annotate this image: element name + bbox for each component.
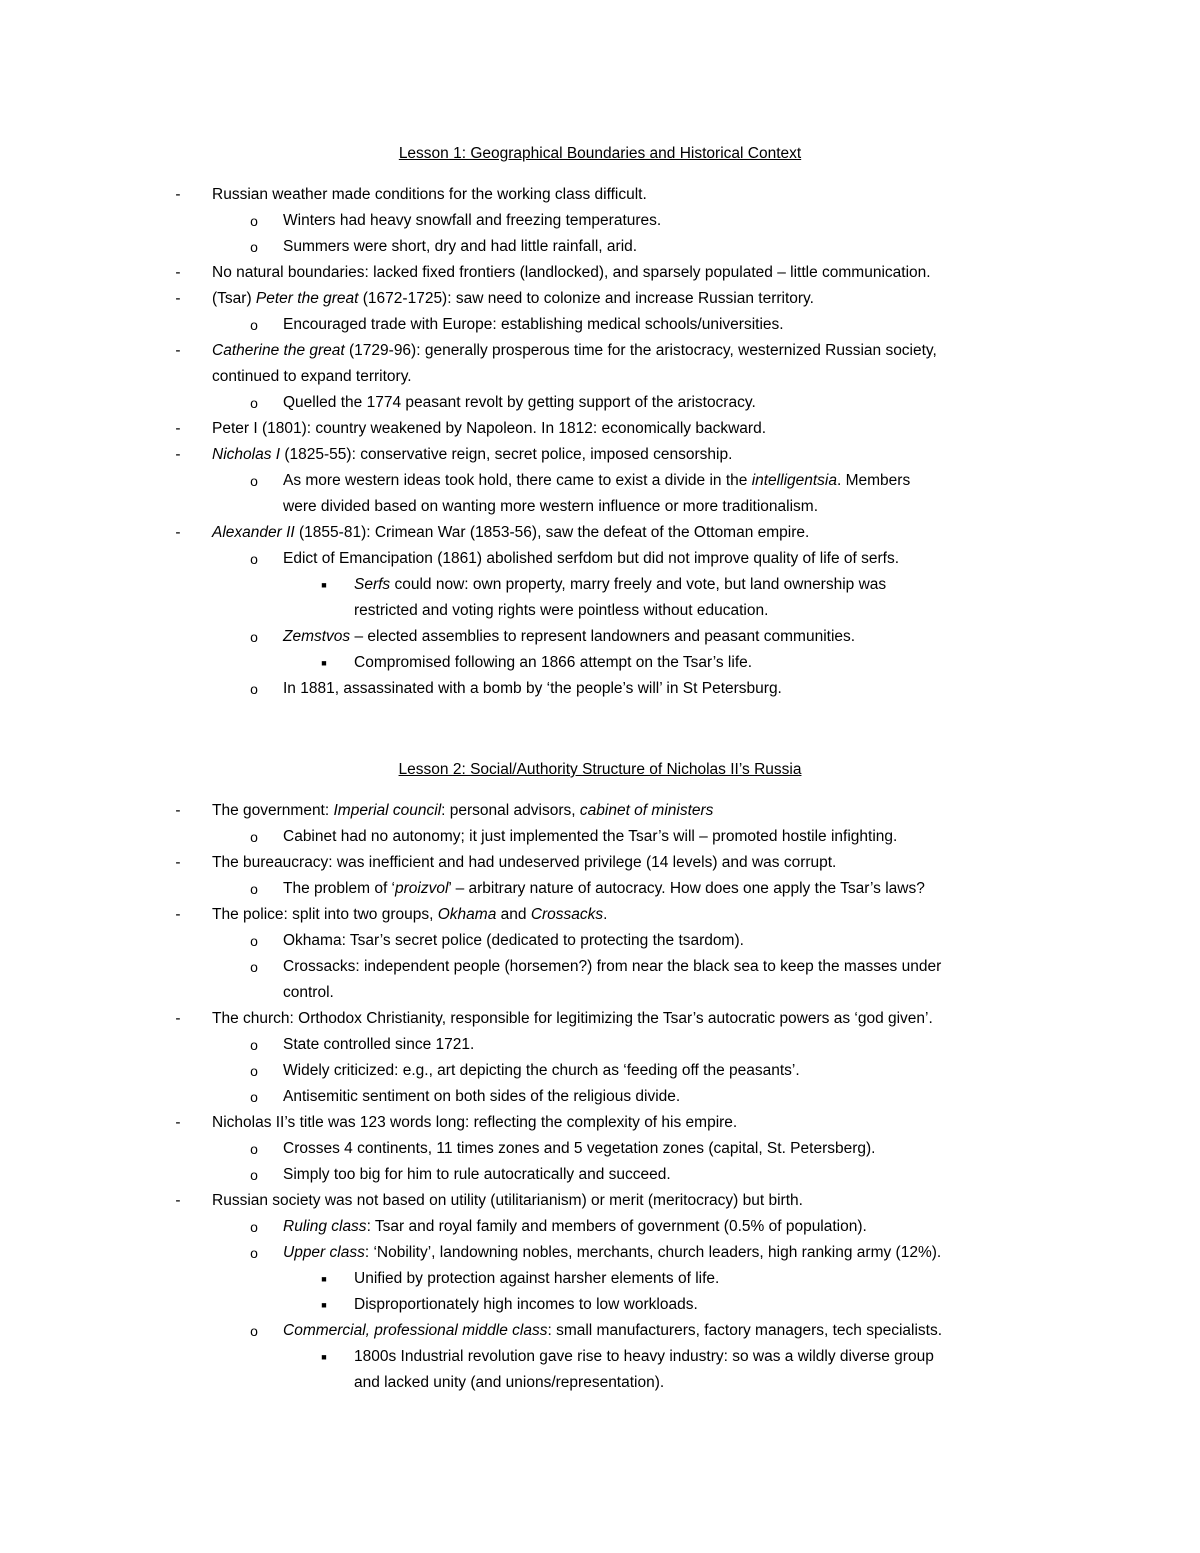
list-item-continuation: and lacked unity (and unions/representation). [354, 1374, 665, 1391]
text-run: : ‘Nobility’, landowning nobles, merchants, church leaders, high ranking army (12%). [364, 1244, 942, 1261]
list-item: Summers were short, dry and had little rainfall, arid. [283, 238, 638, 255]
list-item [212, 286, 814, 312]
circle-bullet: o [250, 933, 258, 949]
italic-term: Imperial council [333, 802, 442, 819]
text-run: : small manufacturers, factory managers, tech specialists. [547, 1322, 943, 1339]
list-item-continuation: restricted and voting rights were pointless without education. [354, 602, 769, 619]
list-item: Cabinet had no autonomy; it just implemented the Tsar’s will – promoted hostile infighting. [283, 828, 898, 845]
list-item [212, 798, 713, 824]
dash-bullet: - [175, 1114, 181, 1131]
list-item [212, 902, 607, 928]
list-item: Disproportionately high incomes to low workloads. [354, 1296, 698, 1313]
italic-term: Catherine the great [212, 342, 345, 359]
italic-term: Ruling class [283, 1218, 367, 1235]
circle-bullet: o [250, 1037, 258, 1053]
list-item [212, 338, 937, 364]
list-item: Widely criticized: e.g., art depicting the church as ‘feeding off the peasants’. [283, 1062, 800, 1079]
text-run: : Tsar and royal family and members of government (0.5% of population). [366, 1218, 867, 1235]
italic-term: cabinet of ministers [579, 802, 714, 819]
text-run: . Members [837, 472, 911, 489]
italic-term: Peter the great [255, 290, 359, 307]
list-item [283, 1318, 942, 1344]
circle-bullet: o [250, 881, 258, 897]
text-run: (1672-1725): saw need to colonize and increase Russian territory. [358, 290, 814, 307]
list-item: Antisemitic sentiment on both sides of the religious divide. [283, 1088, 681, 1105]
dash-bullet: - [175, 906, 181, 923]
list-item [283, 876, 925, 902]
list-item: Compromised following an 1866 attempt on the Tsar’s life. [354, 654, 753, 671]
circle-bullet: o [250, 551, 258, 567]
italic-term: Nicholas I [212, 446, 281, 463]
circle-bullet: o [250, 1219, 258, 1235]
list-item: State controlled since 1721. [283, 1036, 475, 1053]
italic-term: intelligentsia [751, 472, 837, 489]
text-run: The police: split into two groups, [212, 906, 438, 923]
list-item: In 1881, assassinated with a bomb by ‘the people’s will’ in St Petersburg. [283, 680, 782, 697]
circle-bullet: o [250, 1323, 258, 1339]
italic-term: proizvol [395, 880, 449, 897]
text-run: – elected assemblies to represent landowners and peasant communities. [350, 628, 856, 645]
list-item: Russian weather made conditions for the working class difficult. [212, 186, 647, 203]
circle-bullet: o [250, 1245, 258, 1261]
list-item-continuation: were divided based on wanting more western influence or more traditionalism. [283, 498, 819, 515]
text-run: (1825-55): conservative reign, secret police, imposed censorship. [280, 446, 733, 463]
list-item-continuation: continued to expand territory. [212, 368, 412, 385]
italic-term: Alexander II [212, 524, 295, 541]
text-run: (Tsar) [212, 290, 256, 307]
list-item: Simply too big for him to rule autocratically and succeed. [283, 1166, 671, 1183]
dash-bullet: - [175, 420, 181, 437]
square-bullet: ■ [321, 580, 327, 590]
circle-bullet: o [250, 239, 258, 255]
dash-bullet: - [175, 186, 181, 203]
italic-term: Crossacks [530, 906, 604, 923]
list-item: Peter I (1801): country weakened by Napoleon. In 1812: economically backward. [212, 420, 767, 437]
lesson-2-heading: Lesson 2: Social/Authority Structure of Nicholas II’s Russia [398, 761, 802, 778]
list-item: Encouraged trade with Europe: establishing medical schools/universities. [283, 316, 784, 333]
lesson-1-heading: Lesson 1: Geographical Boundaries and Historical Context [398, 145, 802, 162]
text-run: As more western ideas took hold, there came to exist a divide in the [283, 472, 752, 489]
dash-bullet: - [175, 1192, 181, 1209]
list-item: 1800s Industrial revolution gave rise to heavy industry: so was a wildly diverse group [354, 1348, 934, 1365]
dash-bullet: - [175, 446, 181, 463]
circle-bullet: o [250, 1141, 258, 1157]
list-item: Unified by protection against harsher elements of life. [354, 1270, 720, 1287]
circle-bullet: o [250, 959, 258, 975]
circle-bullet: o [250, 317, 258, 333]
text-run: The government: [212, 802, 334, 819]
circle-bullet: o [250, 829, 258, 845]
text-run: (1729-96): generally prosperous time for the aristocracy, westernized Russian society, [344, 342, 937, 359]
square-bullet: ■ [321, 1352, 327, 1362]
circle-bullet: o [250, 681, 258, 697]
text-run: The problem of ‘ [283, 880, 395, 897]
circle-bullet: o [250, 395, 258, 411]
list-item: Winters had heavy snowfall and freezing temperatures. [283, 212, 662, 229]
text-run: : personal advisors, [441, 802, 580, 819]
list-item [283, 1240, 941, 1266]
text-run: and [496, 906, 531, 923]
list-item: Nicholas II’s title was 123 words long: reflecting the complexity of his empire. [212, 1114, 738, 1131]
circle-bullet: o [250, 629, 258, 645]
list-item [354, 572, 886, 598]
dash-bullet: - [175, 524, 181, 541]
dash-bullet: - [175, 342, 181, 359]
list-item: Crosses 4 continents, 11 times zones and 5 vegetation zones (capital, St. Petersberg). [283, 1140, 876, 1157]
circle-bullet: o [250, 1089, 258, 1105]
italic-term: Serfs [354, 576, 391, 593]
italic-term: Zemstvos [283, 628, 351, 645]
list-item [283, 468, 910, 494]
list-item-continuation: control. [283, 984, 334, 1001]
list-item: Edict of Emancipation (1861) abolished serfdom but did not improve quality of life of serfs. [283, 550, 900, 567]
text-run: . [603, 906, 608, 923]
square-bullet: ■ [321, 1274, 327, 1284]
circle-bullet: o [250, 473, 258, 489]
list-item: Okhama: Tsar’s secret police (dedicated to protecting the tsardom). [283, 932, 744, 949]
text-run: ’ – arbitrary nature of autocracy. How does one apply the Tsar’s laws? [448, 880, 925, 897]
square-bullet: ■ [321, 658, 327, 668]
circle-bullet: o [250, 1167, 258, 1183]
italic-term: Upper class [283, 1244, 365, 1261]
dash-bullet: - [175, 854, 181, 871]
text-run: could now: own property, marry freely and vote, but land ownership was [390, 576, 887, 593]
dash-bullet: - [175, 264, 181, 281]
list-item [283, 624, 855, 650]
list-item: The bureaucracy: was inefficient and had undeserved privilege (14 levels) and was corrupt. [212, 854, 837, 871]
list-item [283, 1214, 867, 1240]
list-item: No natural boundaries: lacked fixed frontiers (landlocked), and sparsely populated – little communication. [212, 264, 931, 281]
text-run: (1855-81): Crimean War (1853-56), saw the defeat of the Ottoman empire. [294, 524, 810, 541]
list-item [212, 442, 732, 468]
square-bullet: ■ [321, 1300, 327, 1310]
list-item [212, 520, 809, 546]
circle-bullet: o [250, 213, 258, 229]
list-item: The church: Orthodox Christianity, responsible for legitimizing the Tsar’s autocratic powers as ‘god given’. [212, 1010, 933, 1027]
dash-bullet: - [175, 802, 181, 819]
italic-term: Commercial, professional middle class [283, 1322, 548, 1339]
list-item: Russian society was not based on utility (utilitarianism) or merit (meritocracy) but birth. [212, 1192, 803, 1209]
italic-term: Okhama [437, 906, 497, 923]
circle-bullet: o [250, 1063, 258, 1079]
list-item: Quelled the 1774 peasant revolt by getting support of the aristocracy. [283, 394, 756, 411]
list-item: Crossacks: independent people (horsemen?) from near the black sea to keep the masses under [283, 958, 942, 975]
dash-bullet: - [175, 1010, 181, 1027]
dash-bullet: - [175, 290, 181, 307]
